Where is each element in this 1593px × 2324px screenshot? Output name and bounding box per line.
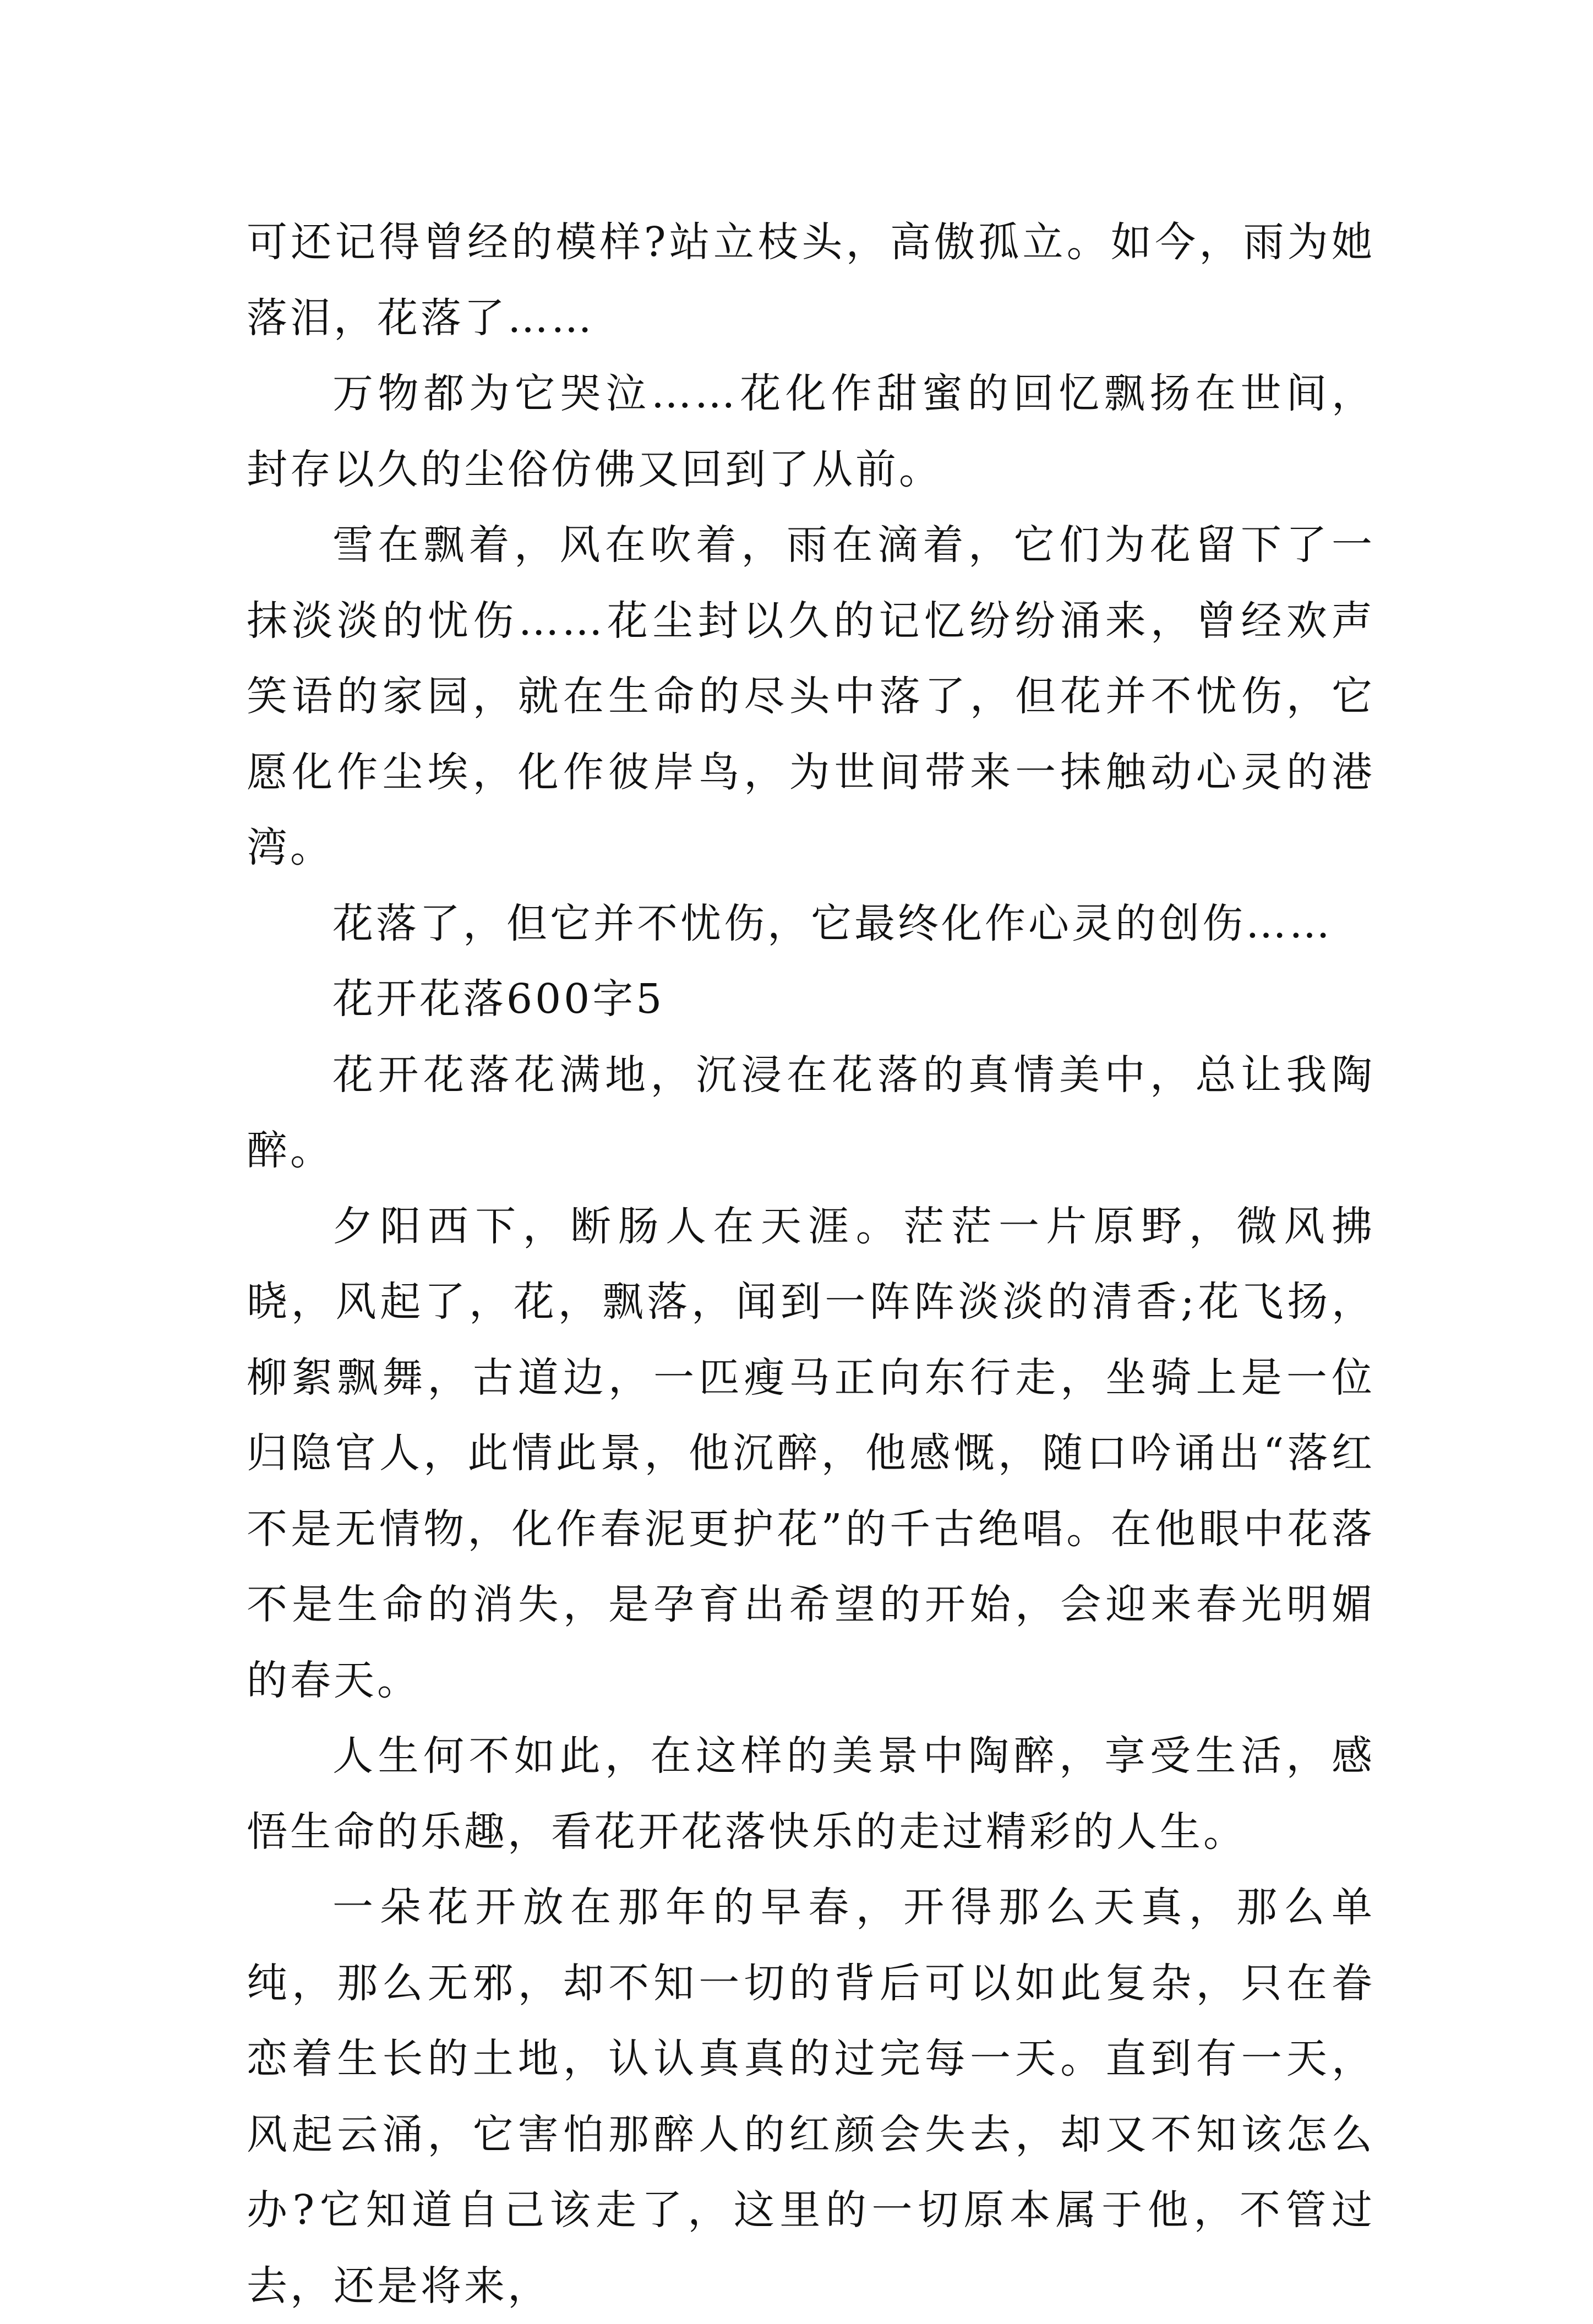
paragraph-3: 雪在飘着，风在吹着，雨在滴着，它们为花留下了一抹淡淡的忧伤……花尘封以久的记忆纷纷涌来，曾经欢声笑语的家园，就在生命的尽头中落了，但花并不忧伤，它愿化作尘埃，化作彼岸鸟，为世间带来一抹触动心灵的港湾。 (247, 521, 1375, 871)
paragraph-1: 可还记得曾经的模样?站立枝头，高傲孤立。如今，雨为她落泪，花落了…… (247, 219, 1375, 342)
paragraph-8: 一朵花开放在那年的早春，开得那么天真，那么单纯，那么无邪，却不知一切的背后可以如此复杂，只在眷恋着生长的土地，认认真真的过完每一天。直到有一天，风起云涌，它害怕那醉人的红颜会失去，却又不知该怎么办?它知道自己该走了，这里的一切原本属于他，不管过去，还是将来， (247, 1884, 1375, 2310)
paragraph-2: 万物都为它哭泣……花化作甜蜜的回忆飘扬在世间，封存以久的尘俗仿佛又回到了从前。 (247, 370, 1375, 493)
paragraph-4: 花落了，但它并不忧伤，它最终化作心灵的创伤…… (332, 899, 1333, 947)
paragraph-5: 花开花落花满地，沉浸在花落的真情美中，总让我陶醉。 (247, 1051, 1375, 1174)
paragraph-7: 人生何不如此，在这样的美景中陶醉，享受生活，感悟生命的乐趣，看花开花落快乐的走过精彩的人生。 (247, 1732, 1375, 1856)
paragraph-6: 夕阳西下，断肠人在天涯。茫茫一片原野，微风拂晓，风起了，花，飘落，闻到一阵阵淡淡的清香;花飞扬，柳絮飘舞，古道边，一匹瘦马正向东行走，坐骑上是一位归隐官人，此情此景，他沉醉，他感慨，随口吟诵出“落红不是无情物，化作春泥更护花”的千古绝唱。在他眼中花落不是生命的消失，是孕育出希望的开始，会迎来春光明媚的春天。 (247, 1202, 1375, 1704)
document-body (247, 205, 1375, 2324)
section-heading: 花开花落600字5 (332, 975, 665, 1023)
